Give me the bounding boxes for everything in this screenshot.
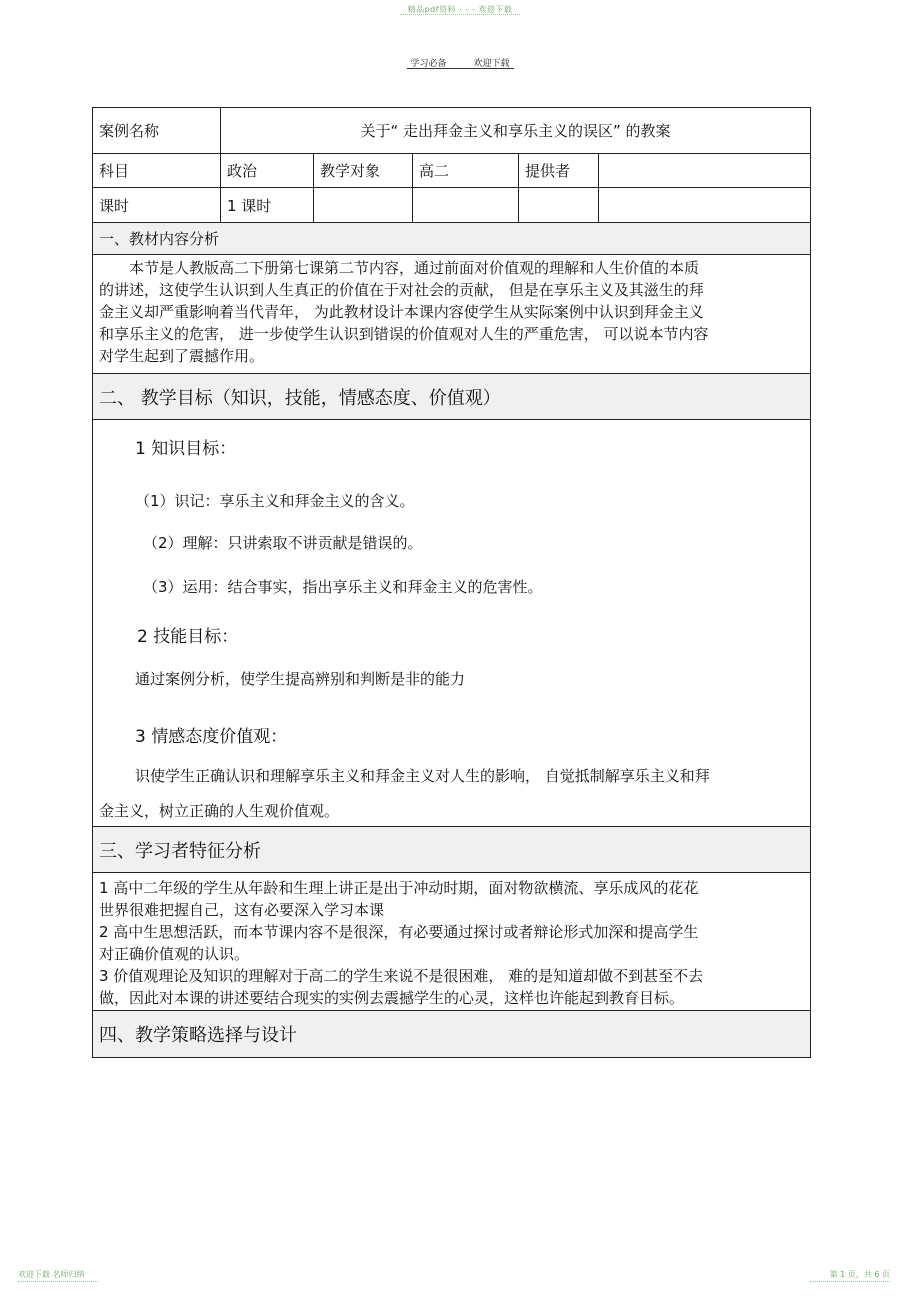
section-3-line: 对正确价值观的认识。 [99,945,250,963]
skill-goal-title: 2 技能目标： [137,627,239,647]
section-3-body [93,873,810,1011]
header-note-left: 学习必备 [410,59,447,69]
subject-label: 科目 [93,154,221,187]
section-1-line: 和享乐主义的危害， 进一步使学生认识到错误的价值观对人生的严重危害， 可以说本节内容 [99,325,709,343]
hours-empty-1 [314,188,413,222]
hours-label: 课时 [93,188,221,222]
target-value: 高二 [413,154,519,187]
header-note-right: 欢迎下载 [473,59,510,69]
footer-left-dots [18,1281,98,1282]
target-label: 教学对象 [314,154,413,187]
section-1-body [93,255,810,374]
provider-label: 提供者 [519,154,599,187]
case-label: 案例名称 [93,108,221,153]
page-number: 第 1 页，共 6 页 [829,1270,890,1279]
section-1-line: 的讲述，这使学生认识到人生真正的价值在于对社会的贡献， 但是在享乐主义及其滋生的拜 [99,281,704,299]
emotion-goal-title: 3 情感态度价值观： [135,727,288,747]
hours-empty-4 [599,188,810,222]
case-value: 关于“ 走出拜金主义和享乐主义的误区” 的教案 [360,122,671,140]
section-3-line: 世界很难把握自己，这有必要深入学习本课 [99,901,385,919]
top-watermark: 精品pdf资料 - - - 欢迎下载 [407,5,513,14]
knowledge-goal-title: 1 知识目标： [135,439,237,459]
case-row [93,108,810,154]
hours-row [93,188,810,223]
section-1-line: 本节是人教版高二下册第七课第二节内容，通过前面对价值观的理解和人生价值的本质 [129,259,700,277]
footer-right-dots [810,1281,890,1282]
footer-left-watermark: 欢迎下载 名师归纳 [18,1270,85,1279]
skill-goal-text: 通过案例分析，使学生提高辨别和判断是非的能力 [135,670,466,688]
section-3-line: 做，因此对本课的讲述要结合现实的实例去震撼学生的心灵，这样也许能起到教育目标。 [99,989,685,1007]
section-4-title: 四、教学策略选择与设计 [93,1011,810,1057]
hours-empty-3 [519,188,599,222]
section-3-line: 3 价值观理论及知识的理解对于高二的学生来说不是很困难， 难的是知道却做不到甚至不去 [99,967,704,985]
section-1-line: 对学生起到了震撼作用。 [99,347,265,365]
subject-row [93,154,810,188]
emotion-goal-line-2: 金主义，树立正确的人生观价值观。 [99,802,340,820]
section-1-title: 一、教材内容分析 [93,223,810,255]
section-2-title: 二、 教学目标（知识，技能，情感态度、价值观） [93,374,810,420]
hours-value: 1 课时 [221,188,314,222]
provider-value [599,154,810,187]
knowledge-goal-3: （3）运用：结合事实，指出享乐主义和拜金主义的危害性。 [143,578,543,596]
header-underline [407,68,514,69]
hours-empty-2 [413,188,519,222]
section-3-line: 1 高中二年级的学生从年龄和生理上讲正是出于冲动时期，面对物欲横流、享乐成风的花花 [99,879,699,897]
subject-value: 政治 [221,154,314,187]
lesson-plan-table [92,107,811,1058]
section-2-body [93,420,810,827]
section-3-line: 2 高中生思想活跃，而本节课内容不是很深，有必要通过探讨或者辩论形式加深和提高学生 [99,923,699,941]
knowledge-goal-2: （2）理解：只讲索取不讲贡献是错误的。 [143,534,423,552]
emotion-goal-line-1: 识使学生正确认识和理解享乐主义和拜金主义对人生的影响， 自觉抵制解享乐主义和拜 [135,767,710,785]
section-3-title: 三、学习者特征分析 [93,827,810,873]
section-1-line: 金主义却严重影响着当代青年， 为此教材设计本课内容使学生从实际案例中认识到拜金主义 [99,303,704,321]
top-watermark-dots [400,14,520,15]
knowledge-goal-1: （1）识记：享乐主义和拜金主义的含义。 [135,492,415,510]
